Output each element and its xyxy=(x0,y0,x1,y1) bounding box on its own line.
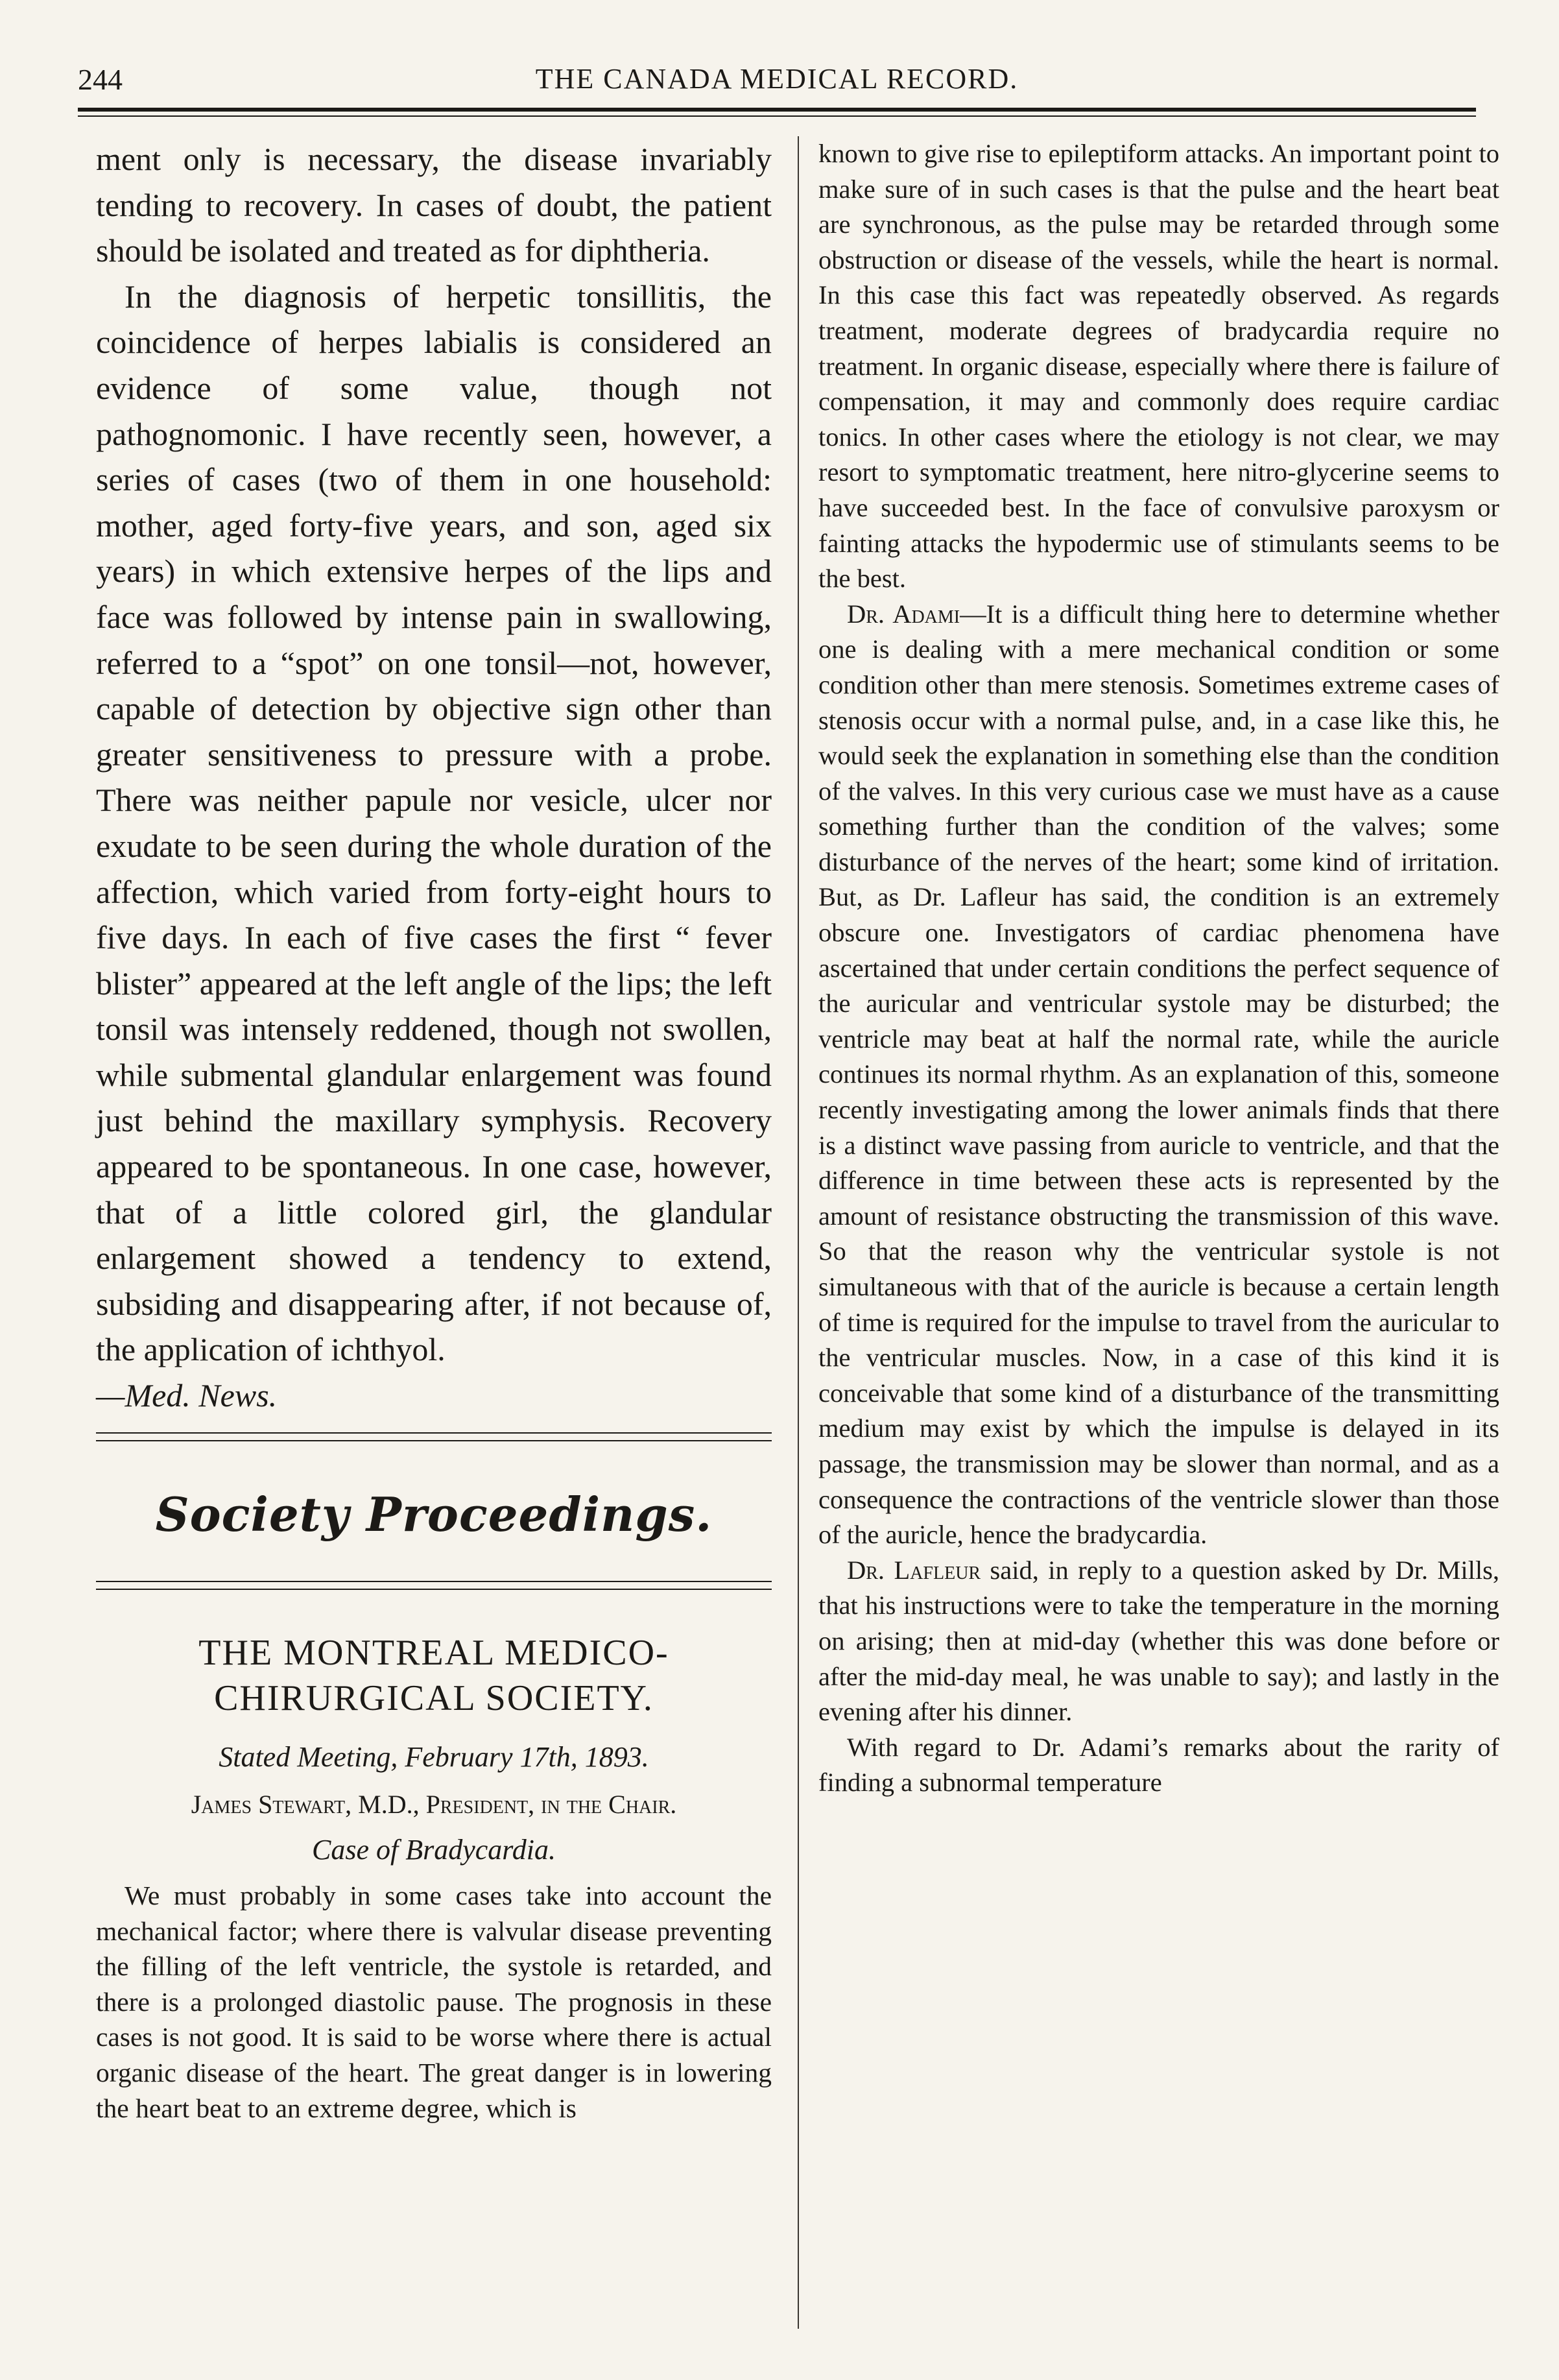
running-head: THE CANADA MEDICAL RECORD. xyxy=(535,63,1019,95)
right-column xyxy=(818,136,1499,1801)
paragraph-text: said, in reply to a question asked by Dr. Mills, that his instructions were to take the temperature in the morning on arising; then at mid-day (whether this was done before or after the mid-day meal, he was unable to say); and lastly in the evening after his dinner. xyxy=(818,1555,1500,1727)
paragraph: In the diagnosis of herpetic tonsillitis, the coincidence of herpes labialis is considered an evidence of some value, though not pathognomonic. I have recently seen, however, a series of cases (two of them in one household: mother, aged forty-five years, and son, aged six years) in which extensive herpes of the lips and face was followed by intense pain in swallowing, referred to a “spot” on one tonsil—not, however, capable of detection by objective sign other than greater sensitiveness to pressure with a probe. There was neither papule nor vesicle, ulcer nor exudate to be seen during the whole duration of the affection, which varied from forty-eight hours to five days. In each of five cases the first “ fever blister” appeared at the left angle of the lips; the left tonsil was intensely reddened, though not swollen, while submental glandular enlargement was found just behind the maxillary symphysis. Recovery appeared to be spontaneous. In one case, however, that of a little colored girl, the glandular enlargement showed a tendency to extend, subsiding and disappearing after, if not because of, the application of ichthyol. xyxy=(96,278,772,1368)
speaker-name: Dr. Adami xyxy=(847,599,960,629)
column-divider xyxy=(798,136,799,2329)
case-paragraph: We must probably in some cases take into account the mechanical factor; where there is valvular disease preventing the filling of the left ventricle, the systole is retarded, and there is a prolonged diastolic pause. The prognosis in these cases is not good. It is said to be worse where there is actual organic disease of the heart. The great danger is in lowering the heart beat to an extreme degree, which is xyxy=(96,1881,772,2123)
paragraph-lafleur xyxy=(818,1553,1499,1730)
paragraph: With regard to Dr. Adami’s remarks about the rarity of finding a subnormal temperature xyxy=(818,1732,1499,1797)
page-header xyxy=(78,62,1476,114)
case-title: Case of Bradycardia. xyxy=(312,1834,556,1866)
paragraph-adami xyxy=(818,597,1499,1553)
meeting-line: Stated Meeting, February 17th, 1893. xyxy=(219,1741,649,1773)
paragraph: known to give rise to epileptiform attacks. An important point to make sure of in such cases is that the pulse and the heart beat are synchronous, as the pulse may be retarded through some obstruction or disease of the vessels, while the heart is normal. In this case this fact was repeatedly observed. As regards treatment, moderate degrees of bradycardia require no treatment. In organic disease, especially where there is failure of compensation, it may and commonly does require cardiac tonics. In other cases where the etiology is not clear, we may resort to symptomatic treatment, here nitro-glycerine seems to have succeeded best. In the face of convulsive paroxysm or fainting attacks the hypodermic use of stimulants seems to be the best. xyxy=(818,139,1499,594)
section-heading: Society Proceedings. xyxy=(155,1487,713,1543)
section-rule xyxy=(96,1432,772,1434)
left-column xyxy=(96,136,772,2126)
page-number: 244 xyxy=(78,63,123,96)
section-rule xyxy=(96,1581,772,1582)
section-rule xyxy=(96,1589,772,1590)
header-rule-thin xyxy=(78,115,1476,117)
paragraph-text: —It is a difficult thing here to determine whether one is dealing with a mere mechanical condition or some condition other than mere stenosis. Sometimes extreme cases of stenosis occur with a normal pulse, and, in a case like this, he would seek the explanation in something else than the condition of the valves. In this very curious case we must have as a cause something further than the condition of the valves; some disturbance of the nerves of the heart; some kind of irritation. But, as Dr. Lafleur has said, the condition is an extremely obscure one. Investigators of cardiac phenomena have ascertained that under certain conditions the perfect sequence of the auricular and ventricular systole may be disturbed; the ventricle may beat at half the normal rate, while the auricle continues its normal rhythm. As an explanation of this, someone recently investigating among the lower animals finds that there is a distinct wave passing from auricle to ventricle, and that the difference in time between these acts is represented by the amount of resistance obstructing the transmission of this wave. So that the reason why the ventricular systole is not simultaneous with that of the auricle is because a certain length of time is required for the impulse to travel from the auricular to the ventricular muscles. Now, in a case of this kind it is conceivable that some kind of a disturbance of the transmitting medium may exist by which the impulse is delayed in its passage, the transmission may be slower than normal, and as a consequence the contractions of the ventricle slower than those of the auricle, hence the bradycardia. xyxy=(818,599,1499,1550)
citation: —Med. News. xyxy=(96,1377,278,1414)
chair-line: James Stewart, M.D., President, in the Chair. xyxy=(191,1790,677,1820)
header-rule-thick xyxy=(78,108,1476,112)
speaker-name: Dr. Lafleur xyxy=(847,1555,981,1585)
section-rule xyxy=(96,1440,772,1441)
society-title: THE MONTREAL MEDICO-CHIRURGICAL SOCIETY. xyxy=(198,1633,669,1719)
paragraph: ment only is necessary, the disease invariably tending to recovery. In cases of doubt, the patient should be isolated and treated as for diphtheria. xyxy=(96,141,772,269)
